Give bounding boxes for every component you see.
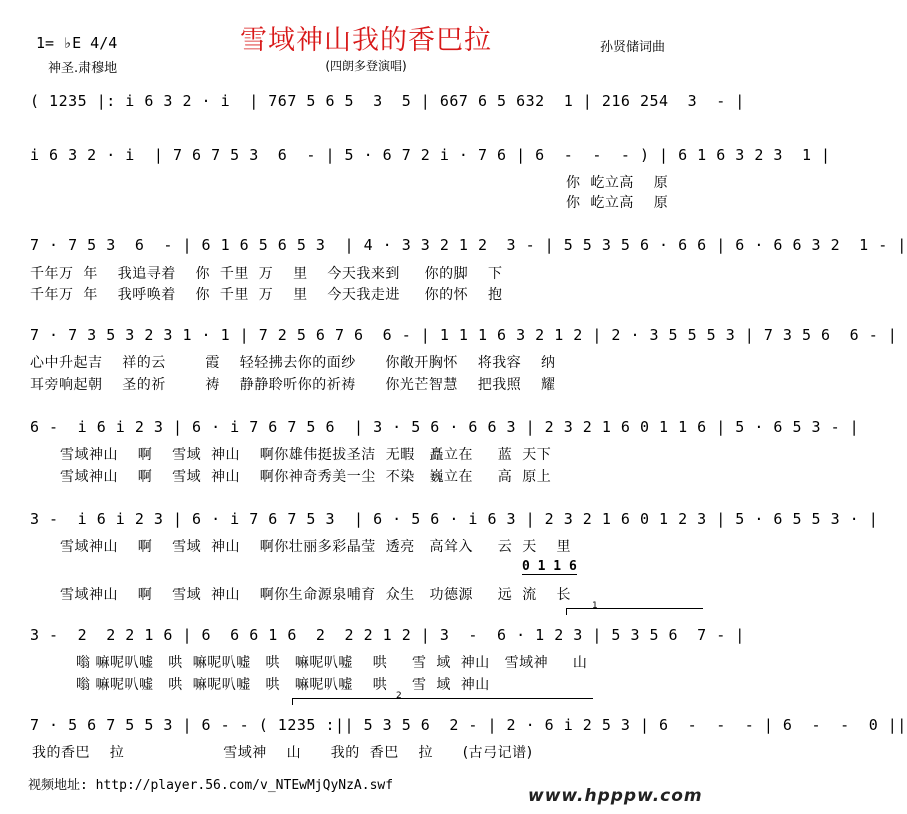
composer-credit: 孙贤储词曲 [600,40,666,55]
volta-bracket-1 [566,608,703,615]
lyric-line-3b: 千年万 年 我呼唤着 你 千里 万 里 今天我走进 你的怀 抱 [30,287,503,303]
key-signature: 1= ♭E 4/4 [36,34,118,52]
notation-line-7: 3 - 2 2 2 1 6 | 6 6 6 1 6 2 2 2 1 2 | 3 - 6 · 1 2 3 | 5 3 5 6 7 - | [30,626,745,644]
volta-bracket-2 [292,698,593,705]
lyric-line-5a: 雪域神山 啊 雪域 神山 啊你雄伟挺拔圣洁 无暇 矗立在 蓝 天下 [60,447,552,463]
lyric-line-5b: 雪域神山 啊 雪域 神山 啊你神奇秀美一尘 不染 巍立在 高 原上 [60,469,552,485]
volta-number-1: 1 [592,601,598,611]
lyric-line-7b: 嗡 嘛呢叭嘘 哄 嘛呢叭嘘 哄 嘛呢叭嘘 哄 雪 域 神山 [76,677,490,693]
lyric-line-8: 我的香巴 拉 雪域神 山 我的 香巴 拉 (古弓记谱) [32,745,533,761]
performer-subtitle: (四朗多登演唱) [325,59,407,73]
song-title: 雪域神山我的香巴拉 [240,25,492,56]
notation-line-6: 3 - i 6 i 2 3 | 6 · i 7 6 7 5 3 | 6 · 5 6 · i 6 3 | 2 3 2 1 6 0 1 2 3 | 5 · 6 5 5 3 · | [30,510,879,528]
lyric-line-3a: 千年万 年 我追寻着 你 千里 万 里 今天我来到 你的脚 下 [30,266,503,282]
lyric-line-4a: 心中升起吉 祥的云 霞 轻轻拂去你的面纱 你敞开胸怀 将我容 纳 [30,355,556,371]
notation-line-2: i 6 3 2 · i | 7 6 7 5 3 6 - | 5 · 6 7 2 i · 7 6 | 6 - - - ) | 6 1 6 3 2 3 1 | [30,146,831,164]
notation-line-3: 7 · 7 5 3 6 - | 6 1 6 5 6 5 3 | 4 · 3 3 2 1 2 3 - | 5 5 3 5 6 · 6 6 | 6 · 6 6 3 2 1 - | [30,236,907,254]
site-watermark: www.hpppw.com [528,786,703,806]
notation-line-1: ( 1235 |: i 6 3 2 · i | 767 5 6 5 3 5 | 667 6 5 632 1 | 216 254 3 - | [30,92,745,110]
lyric-line-6b: 雪域神山 啊 雪域 神山 啊你生命源泉哺育 众生 功德源 远 流 长 [60,587,572,603]
alternate-notes: 0 1 1 6 [522,559,577,574]
tempo-marking: 神圣.肃穆地 [48,61,118,76]
lyric-line-6a: 雪域神山 啊 雪域 神山 啊你壮丽多彩晶莹 透亮 高耸入 云 天 里 [60,539,572,555]
video-address: 视频地址: http://player.56.com/v_NTEwMjQyNzA.swf [28,778,394,793]
notation-line-5: 6 - i 6 i 2 3 | 6 · i 7 6 7 5 6 | 3 · 5 6 · 6 6 3 | 2 3 2 1 6 0 1 1 6 | 5 · 6 5 3 - | [30,418,860,436]
lyric-line-2b: 你 屹立高 原 [566,195,669,211]
lyric-line-7a: 嗡 嘛呢叭嘘 哄 嘛呢叭嘘 哄 嘛呢叭嘘 哄 雪 域 神山 雪域神 山 [76,655,588,671]
notation-line-4: 7 · 7 3 5 3 2 3 1 · 1 | 7 2 5 6 7 6 6 - | 1 1 1 6 3 2 1 2 | 2 · 3 5 5 5 3 | 7 3 5 6 6 - | [30,326,898,344]
volta-number-2: 2 [396,691,402,701]
notation-line-8: 7 · 5 6 7 5 5 3 | 6 - - ( 1235 :|| 5 3 5 6 2 - | 2 · 6 i 2 5 3 | 6 - - - | 6 - - 0 || [30,716,907,734]
lyric-line-2a: 你 屹立高 原 [566,175,669,191]
lyric-line-4b: 耳旁响起朝 圣的祈 祷 静静聆听你的祈祷 你光芒智慧 把我照 耀 [30,377,556,393]
